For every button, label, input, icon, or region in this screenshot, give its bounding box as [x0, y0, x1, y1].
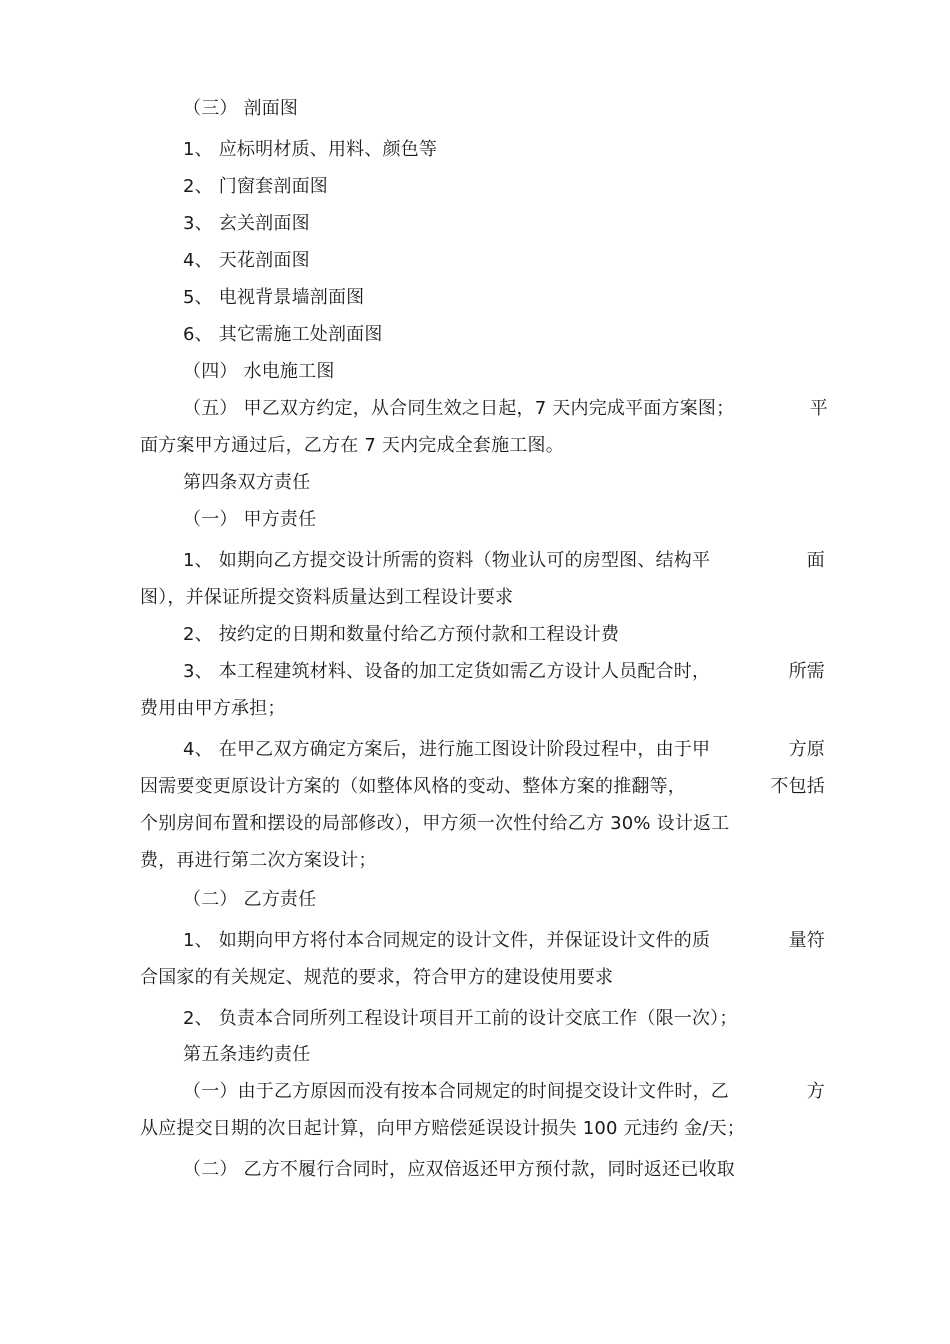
paragraph-line: （五） 甲乙双方约定，从合同生效之日起，7 天内完成平面方案图； 平 [183, 398, 828, 419]
paragraph-line: （二） 乙方不履行合同时，应双倍返还甲方预付款，同时返还已收取 [183, 1159, 735, 1180]
paragraph-line: 3、 本工程建筑材料、设备的加工定货如需乙方设计人员配合时， 所需 [183, 661, 825, 682]
list-item: 3、 玄关剖面图 [183, 213, 310, 234]
paragraph-line: 图），并保证所提交资料质量达到工程设计要求 [140, 587, 514, 608]
list-item: 2、 门窗套剖面图 [183, 176, 328, 197]
paragraph-line: 个别房间布置和摆设的局部修改），甲方须一次性付给乙方 30% 设计返工 [140, 813, 730, 834]
paragraph-line: （一）由于乙方原因而没有按本合同规定的时间提交设计文件时，乙 方 [183, 1081, 825, 1102]
list-item: 4、 天花剖面图 [183, 250, 310, 271]
paragraph-line: 合国家的有关规定、规范的要求，符合甲方的建设使用要求 [140, 967, 614, 988]
section-heading: （二） 乙方责任 [183, 889, 317, 910]
paragraph-line: 面方案甲方通过后，乙方在 7 天内完成全套施工图。 [140, 435, 564, 456]
section-heading-3: （三） 剖面图 [183, 98, 299, 119]
list-item: 6、 其它需施工处剖面图 [183, 324, 383, 345]
list-item: 5、 电视背景墙剖面图 [183, 287, 365, 308]
list-item: 2、 按约定的日期和数量付给乙方预付款和工程设计费 [183, 624, 620, 645]
paragraph-line: 从应提交日期的次日起计算，向甲方赔偿延误设计损失 100 元违约 金/天； [140, 1118, 745, 1139]
paragraph-line: 1、 如期向乙方提交设计所需的资料（物业认可的房型图、结构平 面 [183, 550, 825, 571]
paragraph-line: 4、 在甲乙双方确定方案后，进行施工图设计阶段过程中，由于甲 方原 [183, 739, 825, 760]
section-heading-4: （四） 水电施工图 [183, 361, 335, 382]
paragraph-line: 因需要变更原设计方案的（如整体风格的变动、整体方案的推翻等， 不包括 [140, 776, 825, 797]
list-item: 2、 负责本合同所列工程设计项目开工前的设计交底工作（限一次）； [183, 1008, 738, 1029]
paragraph-line: 费，再进行第二次方案设计； [140, 850, 377, 871]
article-heading: 第五条违约责任 [183, 1044, 311, 1065]
paragraph-line: 1、 如期向甲方将付本合同规定的设计文件，并保证设计文件的质 量符 [183, 930, 825, 951]
paragraph-line: 费用由甲方承担； [140, 698, 286, 719]
article-heading: 第四条双方责任 [183, 472, 311, 493]
list-item: 1、 应标明材质、用料、颜色等 [183, 139, 438, 160]
section-heading: （一） 甲方责任 [183, 509, 317, 530]
